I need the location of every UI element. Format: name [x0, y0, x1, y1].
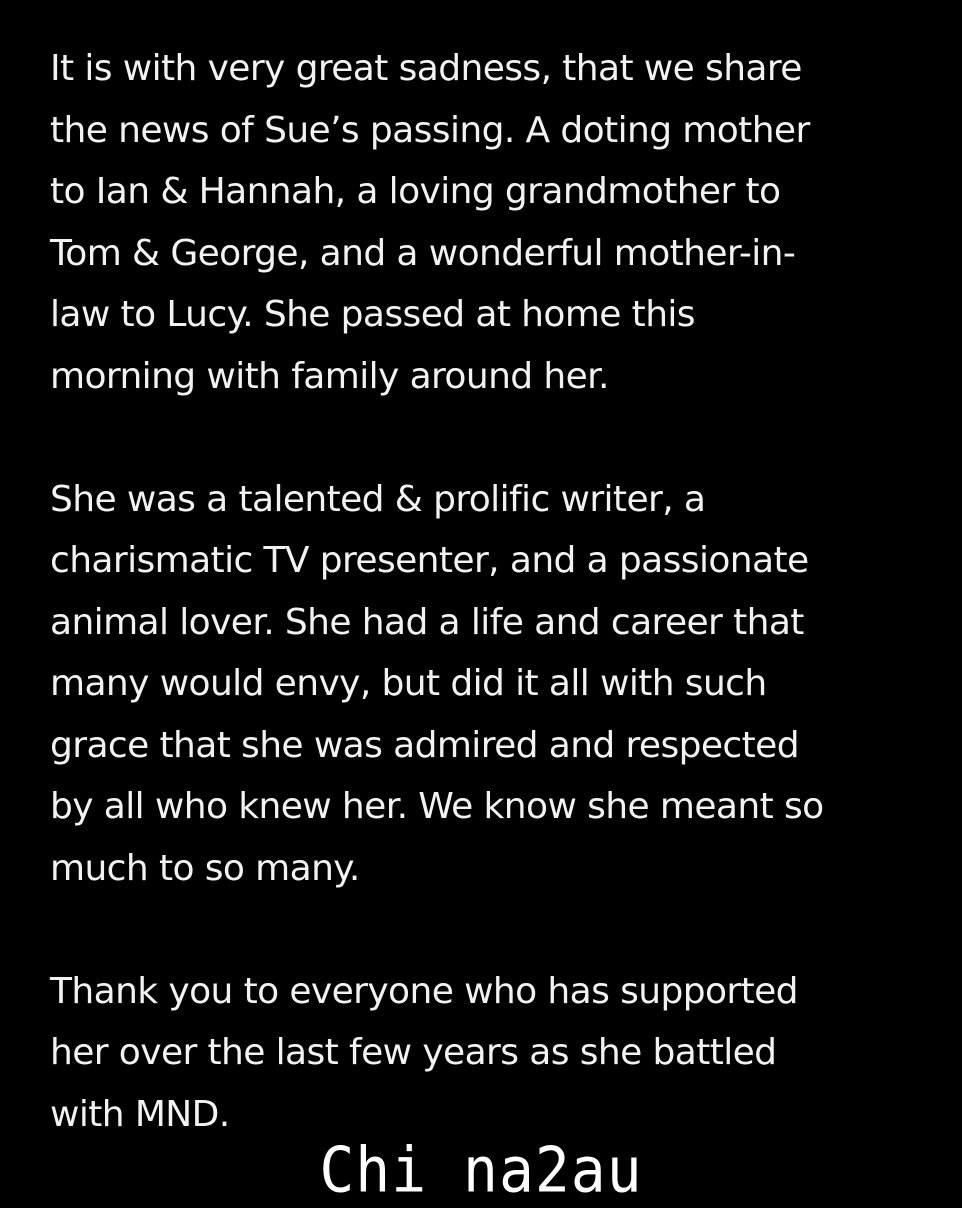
paragraph-thanks: [50, 961, 930, 1146]
text-line: Thank you to everyone who has supported: [50, 970, 798, 1012]
text-line: law to Lucy. She passed at home this: [50, 294, 695, 335]
text-line: much to so many.: [50, 847, 360, 889]
text-line: by all who knew her. We know she meant so: [50, 786, 824, 827]
text-line: the news of Sue’s passing. A doting mother: [50, 109, 810, 151]
paragraph-announcement: [50, 38, 930, 407]
text-line: morning with family around her.: [50, 355, 609, 397]
text-line: her over the last few years as she battled: [50, 1032, 777, 1073]
text-line: with MND.: [50, 1093, 230, 1135]
watermark-text: Chi na2au: [319, 1133, 643, 1207]
statement-text-block: [50, 38, 930, 1145]
text-line: to Ian & Hannah, a loving grandmother to: [50, 171, 781, 212]
text-line: It is with very great sadness, that we share: [50, 48, 802, 89]
text-line: Tom & George, and a wonderful mother-in-: [50, 232, 796, 274]
text-line: many would envy, but did it all with such: [50, 663, 767, 704]
text-line: grace that she was admired and respected: [50, 724, 799, 766]
text-line: charismatic TV presenter, and a passionate: [50, 540, 809, 581]
paragraph-tribute: [50, 469, 930, 900]
text-line: animal lover. She had a life and career that: [50, 601, 804, 643]
text-line: She was a talented & prolific writer, a: [50, 478, 706, 520]
